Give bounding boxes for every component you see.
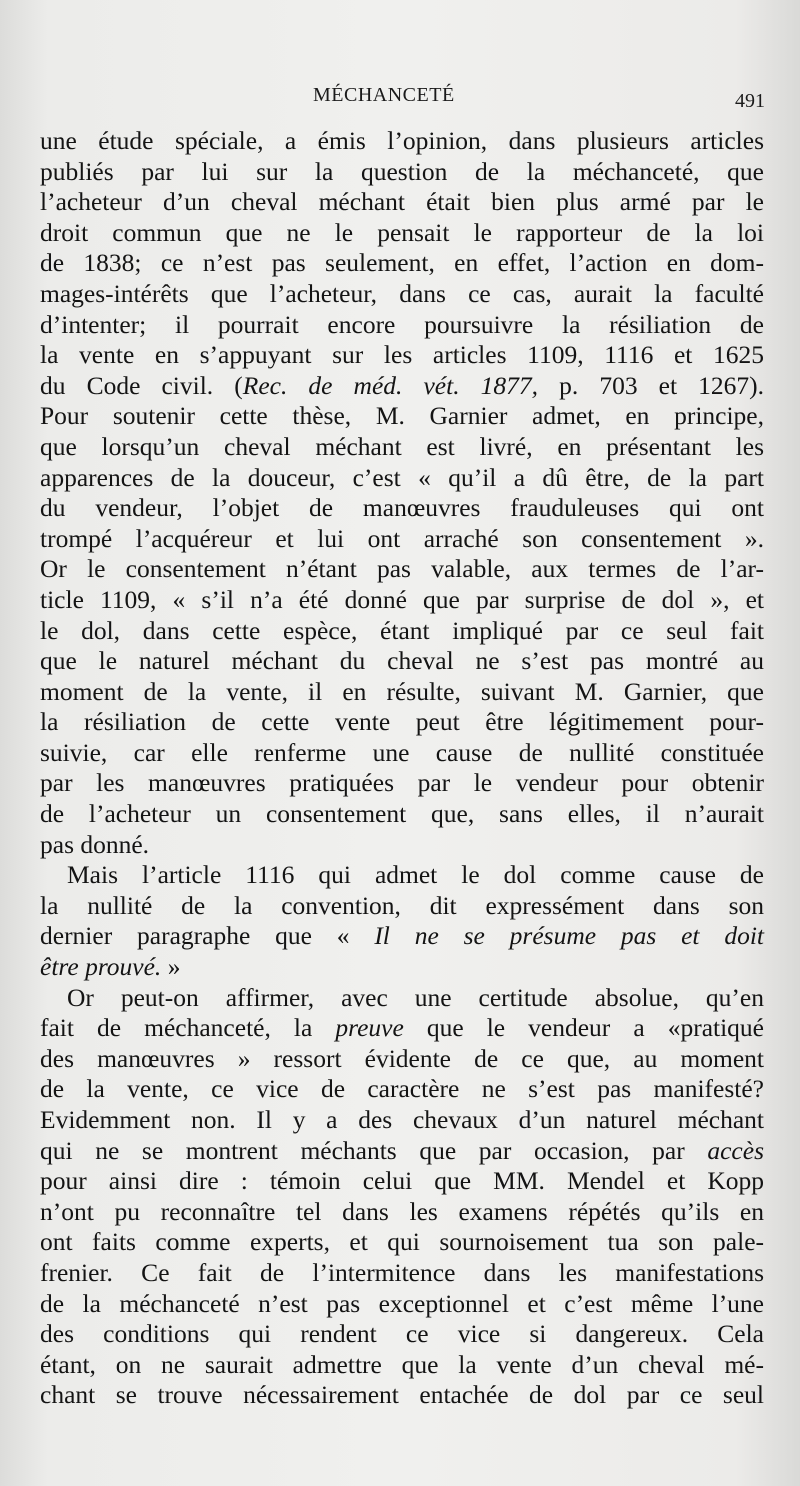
text-line <box>40 157 764 188</box>
text-segment: chant se trouve nécessairement entachée de dol par ce seul <box>40 1380 764 1410</box>
text-line <box>40 1380 764 1411</box>
text-segment: mages-intérêts que l’acheteur, dans ce cas, aurait la faculté <box>40 278 764 308</box>
italic-text: Il ne se présume pas et doit <box>374 921 765 951</box>
italic-text: être prouvé. <box>40 952 162 982</box>
text-segment: qui ne se montrent méchants que par occasion, par <box>40 1135 708 1165</box>
text-line <box>40 1013 764 1044</box>
text-segment: p. 703 et 1267). <box>538 370 764 400</box>
text-line <box>40 646 764 677</box>
text-line <box>40 677 764 708</box>
text-line <box>40 310 764 341</box>
text-segment: apparences de la douceur, c’est « qu’il a dû être, de la part <box>40 462 764 492</box>
text-line <box>40 126 764 157</box>
text-segment: ticle 1109, « s’il n’a été donné que par surprise de dol », et <box>40 584 764 614</box>
text-line <box>40 279 764 310</box>
text-line <box>40 585 764 616</box>
text-segment: l’acheteur d’un cheval méchant était bien plus armé par le <box>40 187 764 217</box>
text-line <box>40 891 764 922</box>
italic-text: Rec. de méd. vét. 1877, <box>242 370 539 400</box>
text-segment: le dol, dans cette espèce, étant impliqué par ce seul fait <box>40 615 764 645</box>
text-line <box>40 493 764 524</box>
text-line <box>40 1136 764 1167</box>
text-segment: » <box>161 952 181 982</box>
text-segment: de 1838; ce n’est pas seulement, en effet, l’action en dom- <box>40 248 764 278</box>
text-line <box>40 1289 764 1320</box>
text-segment: Mais l’article 1116 qui admet le dol comme cause de <box>67 860 764 890</box>
text-line <box>40 830 764 861</box>
text-line <box>40 1197 764 1228</box>
running-head <box>0 84 800 114</box>
text-line <box>40 218 764 249</box>
text-segment: trompé l’acquéreur et lui ont arraché son consentement ». <box>40 523 764 553</box>
body-text <box>40 126 764 1411</box>
text-line <box>40 248 764 279</box>
text-line <box>40 554 764 585</box>
text-line <box>40 187 764 218</box>
text-segment: par les manœuvres pratiquées par le vendeur pour obtenir <box>40 768 764 798</box>
italic-text: accès <box>707 1135 764 1165</box>
text-segment: du vendeur, l’objet de manœuvres frauduleuses qui ont <box>40 493 764 523</box>
text-segment: suivie, car elle renferme une cause de nullité constituée <box>40 737 764 767</box>
text-segment: que le naturel méchant du cheval ne s’est pas montré au <box>40 646 764 676</box>
text-line <box>40 371 764 402</box>
text-line <box>40 1258 764 1289</box>
text-line <box>40 432 764 463</box>
text-segment: des manœuvres » ressort évidente de ce que, au moment <box>40 1043 764 1073</box>
text-line <box>40 921 764 952</box>
text-segment: droit commun que ne le pensait le rapporteur de la loi <box>40 217 764 247</box>
text-segment: la résiliation de cette vente peut être légitimement pour- <box>40 707 764 737</box>
text-segment: des conditions qui rendent ce vice si dangereux. Cela <box>40 1319 764 1349</box>
text-line <box>40 401 764 432</box>
text-line <box>40 738 764 769</box>
text-segment: que lorsqu’un cheval méchant est livré, en présentant les <box>40 431 764 461</box>
text-segment: pas donné. <box>40 829 150 859</box>
text-segment: la nullité de la convention, dit expressément dans son <box>40 890 764 920</box>
text-line <box>40 860 764 891</box>
text-segment: du Code civil. ( <box>40 370 243 400</box>
text-segment: moment de la vente, il en résulte, suivant M. Garnier, que <box>40 676 764 706</box>
text-line <box>40 1044 764 1075</box>
text-line <box>40 799 764 830</box>
text-line <box>40 1227 764 1258</box>
text-segment: Pour soutenir cette thèse, M. Garnier admet, en principe, <box>40 401 764 431</box>
text-segment: fait de méchanceté, la <box>40 1013 336 1043</box>
text-line <box>40 1319 764 1350</box>
text-segment: une étude spéciale, a émis l’opinion, dans plusieurs articles <box>40 126 764 155</box>
text-line <box>40 524 764 555</box>
text-line <box>40 1105 764 1136</box>
text-segment: publiés par lui sur la question de la méchanceté, que <box>40 156 764 186</box>
text-segment: étant, on ne saurait admettre que la vente d’un cheval mé- <box>40 1349 764 1379</box>
text-segment: de la méchanceté n’est pas exceptionnel et c’est même l’une <box>40 1288 764 1318</box>
text-line <box>40 983 764 1014</box>
text-segment: Or le consentement n’étant pas valable, aux termes de l’ar- <box>40 554 764 584</box>
italic-text: preuve <box>335 1013 404 1043</box>
text-segment: que le vendeur a «pratiqué <box>403 1013 765 1043</box>
text-segment: pour ainsi dire : témoin celui que MM. Mendel et Kopp <box>40 1166 764 1196</box>
text-segment: ont faits comme experts, et qui sournoisement tua son pale- <box>40 1227 764 1257</box>
running-title: MÉCHANCETÉ <box>313 84 455 106</box>
text-line <box>40 1350 764 1381</box>
text-segment: n’ont pu reconnaître tel dans les examens répétés qu’ils en <box>40 1196 764 1226</box>
text-segment: de l’acheteur un consentement que, sans elles, il n’aurait <box>40 799 764 829</box>
text-segment: la vente en s’appuyant sur les articles 1109, 1116 et 1625 <box>40 340 764 370</box>
text-segment: Evidemment non. Il y a des chevaux d’un naturel méchant <box>40 1105 764 1134</box>
text-segment: dernier paragraphe que « <box>40 921 375 951</box>
text-segment: d’intenter; il pourrait encore poursuivre la résiliation de <box>40 309 764 339</box>
text-line <box>40 707 764 738</box>
text-segment: frenier. Ce fait de l’intermitence dans les manifestations <box>40 1257 764 1287</box>
text-line <box>40 463 764 494</box>
text-segment: Or peut-on affirmer, avec une certitude absolue, qu’en <box>67 982 764 1012</box>
text-line <box>40 1074 764 1105</box>
page-number: 491 <box>735 90 765 112</box>
text-line <box>40 616 764 647</box>
text-line <box>40 768 764 799</box>
text-segment: de la vente, ce vice de caractère ne s’est pas manifesté? <box>40 1074 764 1104</box>
text-line <box>40 340 764 371</box>
text-line <box>40 952 764 983</box>
text-line <box>40 1166 764 1197</box>
